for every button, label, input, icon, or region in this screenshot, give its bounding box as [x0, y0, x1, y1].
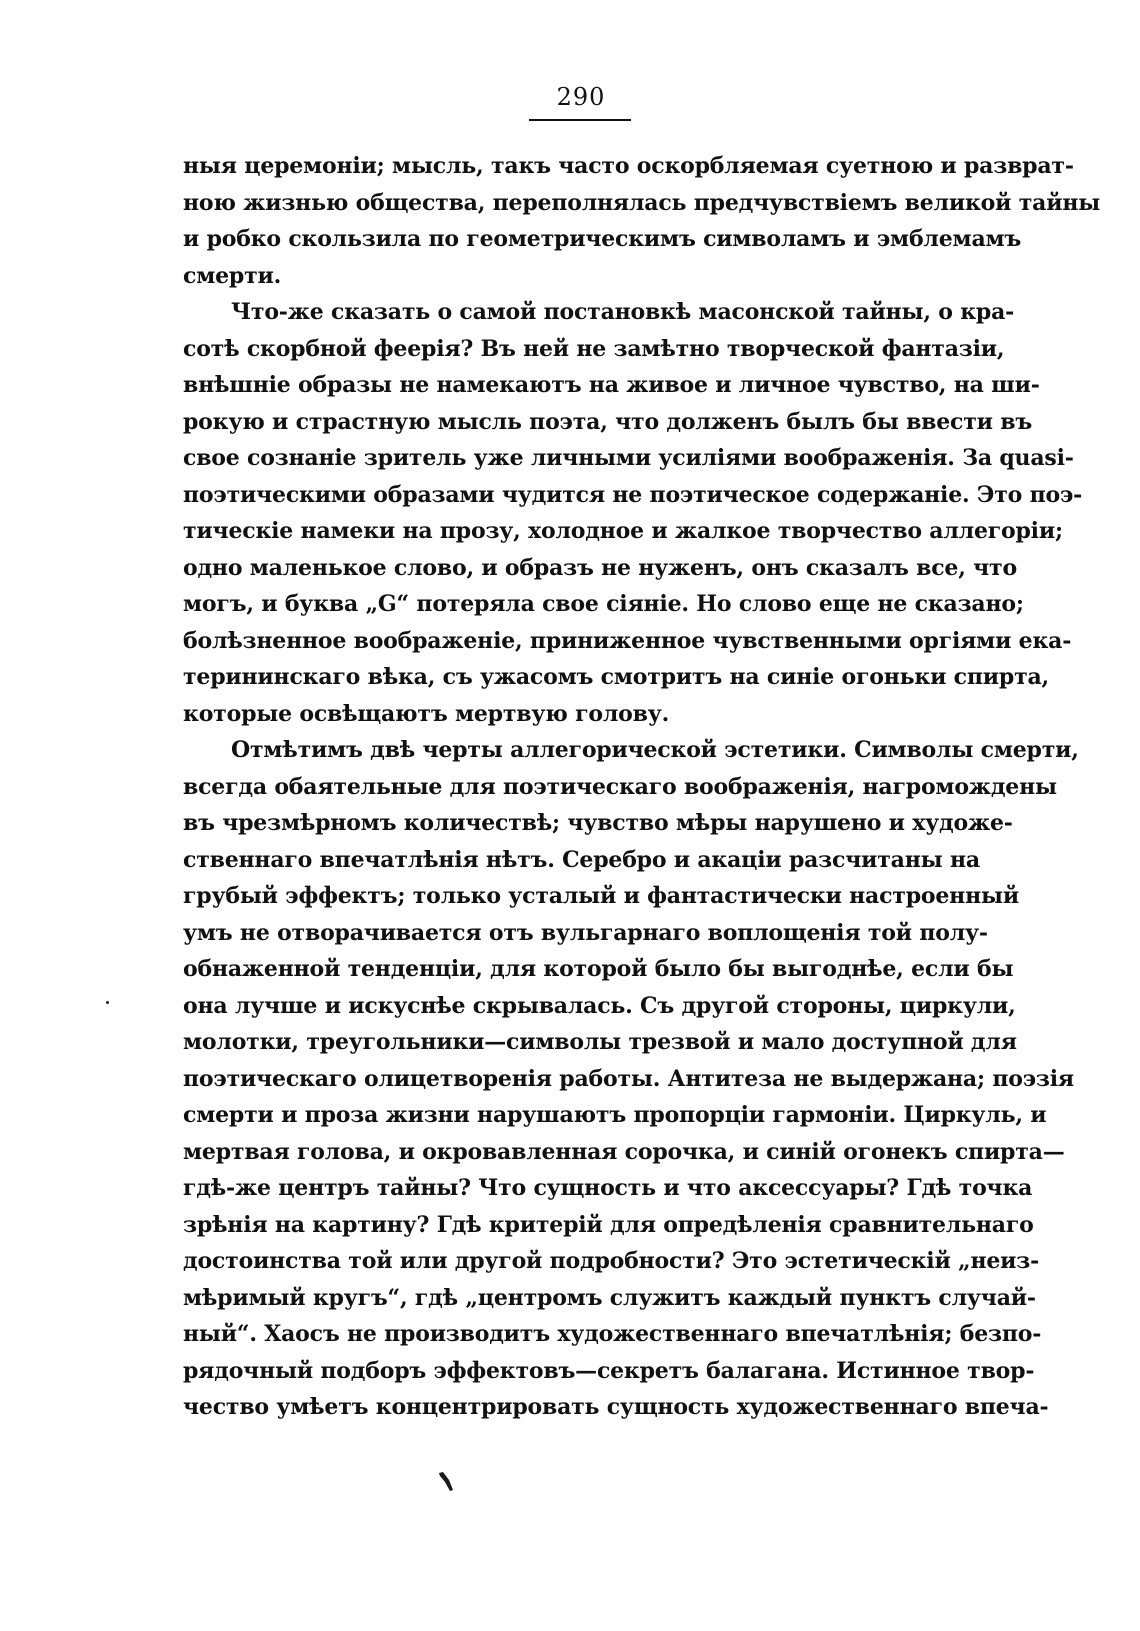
text-line: молотки, треугольники—символы трезвой и мало доступной для [183, 1029, 1017, 1055]
text-line: гдѣ-же центръ тайны? Что сущность и что аксессуары? Гдѣ точка [183, 1175, 1033, 1201]
paragraph-3 [183, 732, 1079, 1426]
text-line: смерти. [183, 262, 282, 289]
text-line: сотѣ скорбной феерія? Въ ней не замѣтно творческой фантазіи, [183, 335, 1005, 362]
text-line: рядочный подборъ эффектовъ—секретъ балагана. Истинное твор- [183, 1357, 1035, 1384]
text-line: рокую и страстную мысль поэта, что долженъ былъ бы ввести въ [183, 408, 1033, 435]
text-line: поэтическаго олицетворенія работы. Антитеза не выдержана; поэзія [183, 1065, 1074, 1092]
text-line: достоинства той или другой подробности? Это эстетическій „неиз- [183, 1248, 1040, 1274]
text-line: ственнаго впечатлѣнія нѣтъ. Серебро и акаціи разсчитаны на [183, 846, 980, 873]
text-line: могъ, и буква „G“ потеряла свое сіяніе. Но слово еще не сказано; [183, 591, 1024, 617]
text-line: внѣшніе образы не намекаютъ на живое и личное чувство, на ши- [183, 372, 1040, 398]
page-number: 290 [556, 83, 606, 111]
text-line: грубый эффектъ; только усталый и фантастически настроенный [183, 883, 1019, 909]
margin-speck [106, 1001, 109, 1004]
text-line: умъ не отворачивается отъ вульгарнаго воплощенія той полу- [183, 919, 988, 946]
text-line: всегда обаятельные для поэтическаго воображенія, нагромождены [183, 773, 1057, 800]
text-line: мѣримый кругъ“, гдѣ „центромъ служитъ каждый пунктъ случай- [183, 1284, 1036, 1311]
text-line: обнаженной тенденціи, для которой было бы выгоднѣе, если бы [183, 956, 1014, 982]
text-line: тическіе намеки на прозу, холодное и жалкое творчество аллегоріи; [183, 518, 1063, 544]
text-line: которые освѣщаютъ мертвую голову. [183, 700, 670, 727]
text-line: одно маленькое слово, и образъ не нуженъ, онъ сказалъ все, что [183, 554, 1017, 581]
text-line: она лучше и искуснѣе скрывалась. Съ другой стороны, циркули, [183, 992, 1016, 1019]
text-line: въ чрезмѣрномъ количествѣ; чувство мѣры нарушено и художе- [183, 810, 1013, 836]
text-line: и робко скользила по геометрическимъ символамъ и эмблемамъ [183, 226, 1022, 252]
page-number-underline [529, 119, 631, 121]
text-line: Что-же сказать о самой постановкѣ масонской тайны, о кра- [231, 299, 1015, 325]
ink-mark-icon [437, 1470, 455, 1492]
text-line: смерти и проза жизни нарушаютъ пропорціи гармоніи. Циркуль, и [183, 1102, 1047, 1128]
text-line: ною жизнью общества, переполнялась предчувствіемъ великой тайны [183, 189, 1101, 216]
text-line: терининскаго вѣка, съ ужасомъ смотритъ на синіе огоньки спирта, [183, 664, 1050, 690]
text-line: ный“. Хаосъ не производитъ художественнаго впечатлѣнія; безпо- [183, 1321, 1042, 1347]
text-line: ныя церемоніи; мысль, такъ часто оскорбляемая суетною и разврат- [183, 153, 1074, 179]
text-line: болѣзненное воображеніе, приниженное чувственными оргіями ека- [183, 627, 1072, 654]
text-line: Отмѣтимъ двѣ черты аллегорической эстетики. Символы смерти, [231, 737, 1079, 763]
text-line: зрѣнія на картину? Гдѣ критерій для опредѣленія сравнительнаго [183, 1211, 1034, 1238]
text-line: свое сознаніе зритель уже личными усиліями воображенія. За quasi- [183, 445, 1074, 471]
paragraph-1 [183, 148, 1101, 294]
paragraph-2 [183, 294, 1083, 732]
body-text [183, 148, 1101, 1426]
text-line: чество умѣетъ концентрировать сущность художественнаго впеча- [183, 1394, 1049, 1420]
text-line: мертвая голова, и окровавленная сорочка, и синій огонекъ спирта— [183, 1138, 1065, 1165]
text-line: поэтическими образами чудится не поэтическое содержаніе. Это поэ- [183, 481, 1083, 508]
